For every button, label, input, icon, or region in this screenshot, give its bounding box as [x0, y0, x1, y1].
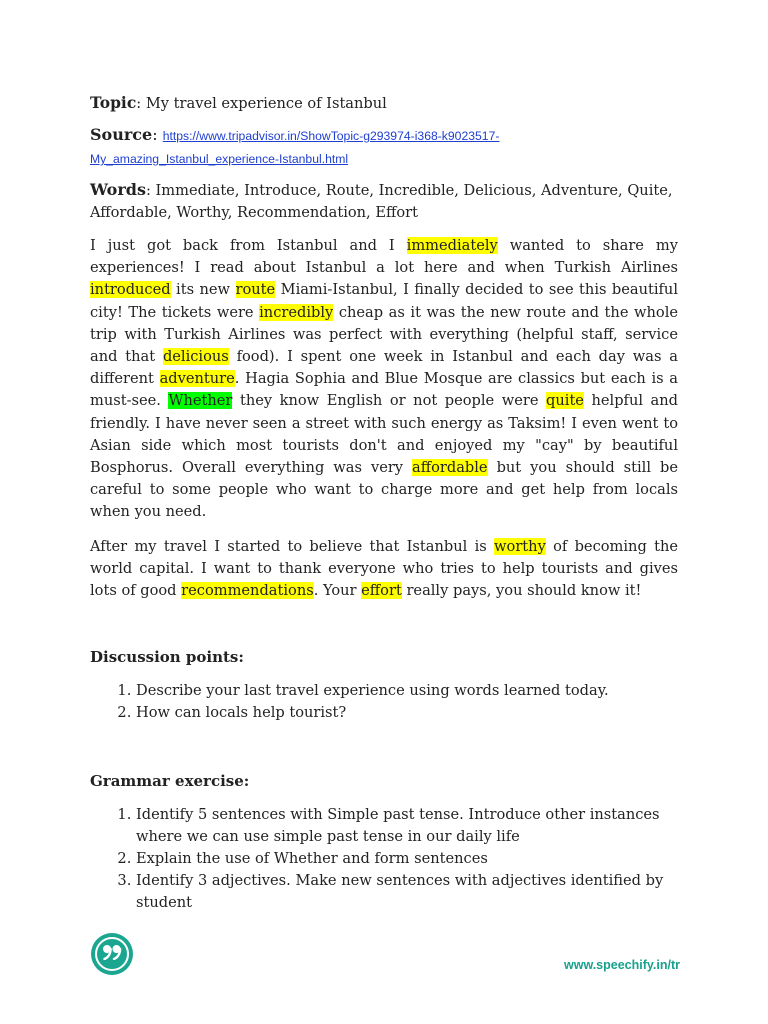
footer-url[interactable]: www.speechify.in/tr — [564, 958, 680, 972]
source-line-2 — [90, 147, 678, 170]
text-run: cheap as it was the new route and the whole trip with Turkish Airlines was perfect with everything (helpful staff, service and that — [90, 303, 678, 366]
source-block — [90, 124, 678, 170]
highlight-whether: Whether — [168, 392, 233, 410]
list-item: 1. Describe your last travel experience using words learned today. — [136, 680, 678, 702]
words-line: Words: Immediate, Introduce, Route, Incredible, Delicious, Adventure, Quite, — [90, 180, 673, 199]
highlight-incredibly: incredibly — [259, 303, 334, 321]
text-run: its new — [170, 281, 236, 299]
topic-line: Topic: My travel experience of Istanbul — [90, 93, 387, 112]
grammar-heading-text: Grammar exercise — [90, 772, 244, 791]
document-body — [90, 88, 678, 914]
highlight-affordable: affordable — [412, 459, 488, 477]
speechify-logo — [91, 933, 133, 975]
highlight-immediately: immediately — [406, 237, 498, 254]
text-run: really pays, you should know it! — [401, 582, 642, 600]
discussion-heading: Discussion points: — [90, 648, 244, 667]
list-item: 2. Explain the use of Whether and form sentences — [136, 848, 678, 870]
source-link-part2[interactable]: My_amazing_Istanbul_experience-Istanbul.html — [90, 152, 349, 166]
highlight-recommendations: recommendations — [181, 582, 314, 600]
words-line-2 — [90, 202, 678, 224]
source-label: Source — [90, 125, 153, 144]
highlight-quite: quite — [546, 392, 584, 410]
text-run: of becoming the world capital. I want to thank everyone who tries to help tourists and gives lots of good — [90, 537, 678, 600]
list-item: 1. Identify 5 sentences with Simple past tense. Introduce other instances where we can use simple past tense in our daily life — [136, 804, 678, 848]
topic-label: Topic — [90, 93, 137, 112]
paragraph-1 — [90, 235, 678, 524]
text-run: . Hagia Sophia and Blue Mosque are classics but each is a must-see. — [90, 370, 678, 410]
source-link-part1[interactable]: https://www.tripadvisor.in/ShowTopic-g293974-i368-k9023517- — [162, 129, 500, 143]
words-block — [90, 179, 678, 224]
highlight-delicious: delicious — [162, 348, 229, 366]
list-item: 2. How can locals help tourist? — [136, 702, 678, 724]
list-item: 3. Identify 3 adjectives. Make new sentences with adjectives identified by student — [136, 870, 678, 914]
highlight-worthy: worthy — [494, 537, 546, 555]
text-run: I just got back from Istanbul and I — [90, 237, 407, 254]
grammar-heading: Grammar exercise: — [90, 772, 250, 791]
text-run: . Your — [313, 582, 362, 600]
highlight-effort: effort — [361, 582, 402, 600]
highlight-route: route — [235, 281, 276, 299]
highlight-adventure: adventure — [159, 370, 235, 388]
text-run: but you should still be careful to some people who want to charge more and get help from locals when you need. — [90, 459, 678, 521]
text-run: After my travel I started to believe that Istanbul is — [90, 537, 495, 555]
source-line: Source: https://www.tripadvisor.in/ShowTopic-g293974-i368-k9023517- — [90, 125, 500, 144]
discussion-list — [90, 680, 678, 724]
text-run: food). I spent one week in Istanbul and each day was a different — [90, 348, 678, 388]
words-list-1: Immediate, Introduce, Route, Incredible, Delicious, Adventure, Quite, — [155, 182, 673, 199]
grammar-list — [90, 804, 678, 914]
discussion-heading-text: Discussion points — [90, 648, 239, 667]
text-run: they know English or not people were — [232, 392, 547, 410]
highlight-introduced: introduced — [90, 281, 171, 299]
logo-ring — [95, 937, 129, 971]
topic-value: My travel experience of Istanbul — [145, 95, 387, 112]
words-label: Words — [90, 180, 146, 199]
quote-icon — [102, 944, 122, 964]
text-run: wanted to share my experiences! I read about Istanbul a lot here and when Turkish Airlines — [90, 237, 678, 277]
text-run: Miami-Istanbul, I finally decided to see this beautiful city! The tickets were — [90, 281, 679, 321]
paragraph-2 — [90, 536, 678, 603]
words-list-2: Affordable, Worthy, Recommendation, Effort — [90, 204, 418, 221]
text-run: helpful and friendly. I have never seen a street with such energy as Taksim! I even went to Asian side which most tourists don't and enjoyed my "cay" by beautiful Bosphorus. Overall everything was very — [90, 392, 679, 477]
